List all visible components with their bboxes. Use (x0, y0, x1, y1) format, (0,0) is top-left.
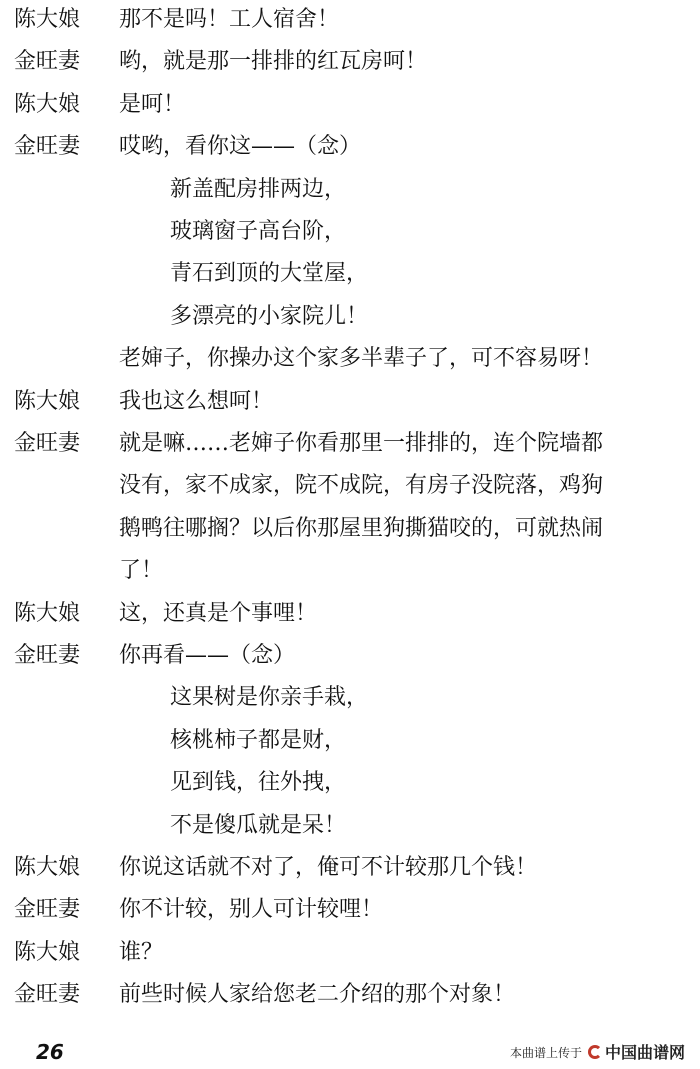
speaker-name: 金旺妻 (14, 49, 81, 75)
verse-text: 新盖配房排两边， (170, 176, 347, 202)
dialogue-line (0, 85, 700, 125)
verse-line (0, 721, 700, 761)
site-logo-text: 中国曲谱网 (605, 1043, 686, 1062)
speaker-name: 陈大娘 (14, 600, 81, 626)
dialogue-line (0, 127, 700, 167)
logo-icon (588, 1045, 602, 1059)
continuation-line (0, 509, 700, 549)
speaker-name: 金旺妻 (14, 134, 81, 160)
verse-line (0, 254, 700, 294)
verse-line (0, 806, 700, 846)
dialogue-line (0, 424, 700, 464)
upload-credit: 本曲谱上传于 (510, 1046, 583, 1060)
dialogue-text: 就是嘛……老婶子你看那里一排排的，连个院墙都 (119, 431, 604, 456)
dialogue-line (0, 0, 700, 40)
dialogue-text: 你说这话就不对了，俺可不计较那几个钱！ (119, 855, 538, 880)
dialogue-line (0, 594, 700, 634)
dialogue-line (0, 975, 700, 1015)
continuation-line (0, 339, 700, 379)
dialogue-text: 那不是吗！工人宿舍！ (119, 7, 340, 32)
page-number: 26 (36, 1040, 64, 1064)
dialogue-text: 这，还真是个事哩！ (119, 600, 318, 626)
continuation-line (0, 551, 700, 591)
dialogue-line (0, 890, 700, 930)
dialogue-text: 谁？ (119, 939, 164, 965)
continuation-text: 老婶子，你操办这个家多半辈子了，可不容易呀！ (119, 346, 604, 372)
speaker-name: 陈大娘 (14, 388, 81, 414)
verse-line (0, 678, 700, 718)
continuation-text: 没有，家不成家，院不成院，有房子没院落，鸡狗 (119, 473, 604, 499)
continuation-line (0, 466, 700, 506)
speaker-name: 金旺妻 (14, 643, 81, 668)
dialogue-line (0, 636, 700, 676)
site-logo (588, 1040, 685, 1063)
verse-line (0, 170, 700, 210)
speaker-name: 陈大娘 (14, 855, 81, 880)
dialogue-text: 哟，就是那一排排的红瓦房呵！ (119, 49, 428, 75)
dialogue-line (0, 382, 700, 422)
verse-text: 见到钱，往外拽， (170, 770, 347, 796)
dialogue-text: 你不计较，别人可计较哩！ (119, 897, 384, 923)
verse-text: 核桃柿子都是财， (170, 727, 347, 753)
dialogue-text: 是呵！ (119, 91, 186, 117)
dialogue-line (0, 933, 700, 973)
speaker-name: 金旺妻 (14, 431, 81, 456)
speaker-name: 金旺妻 (14, 982, 81, 1008)
verse-text: 不是傻瓜就是呆！ (170, 812, 347, 838)
speaker-name: 陈大娘 (14, 91, 81, 117)
continuation-text: 鹅鸭往哪搁？以后你那屋里狗撕猫咬的，可就热闹 (119, 515, 604, 541)
dialogue-line (0, 42, 700, 82)
verse-line (0, 212, 700, 252)
page-footer (0, 1038, 700, 1066)
speaker-name: 金旺妻 (14, 897, 81, 923)
dialogue-text: 哎哟，看你这——（念） (119, 134, 362, 160)
verse-line (0, 763, 700, 803)
dialogue-line (0, 848, 700, 888)
verse-text: 玻璃窗子高台阶， (170, 219, 347, 244)
verse-line (0, 297, 700, 337)
dialogue-text: 前些时候人家给您老二介绍的那个对象！ (119, 982, 516, 1008)
verse-text: 这果树是你亲手栽， (170, 685, 369, 711)
speaker-name: 陈大娘 (14, 7, 81, 32)
dialogue-text: 我也这么想呵！ (119, 388, 274, 414)
verse-text: 青石到顶的大堂屋， (170, 261, 369, 287)
dialogue-text: 你再看——（念） (119, 643, 296, 668)
speaker-name: 陈大娘 (14, 939, 81, 965)
verse-text: 多漂亮的小家院儿！ (170, 303, 369, 329)
continuation-text: 了！ (119, 558, 164, 584)
